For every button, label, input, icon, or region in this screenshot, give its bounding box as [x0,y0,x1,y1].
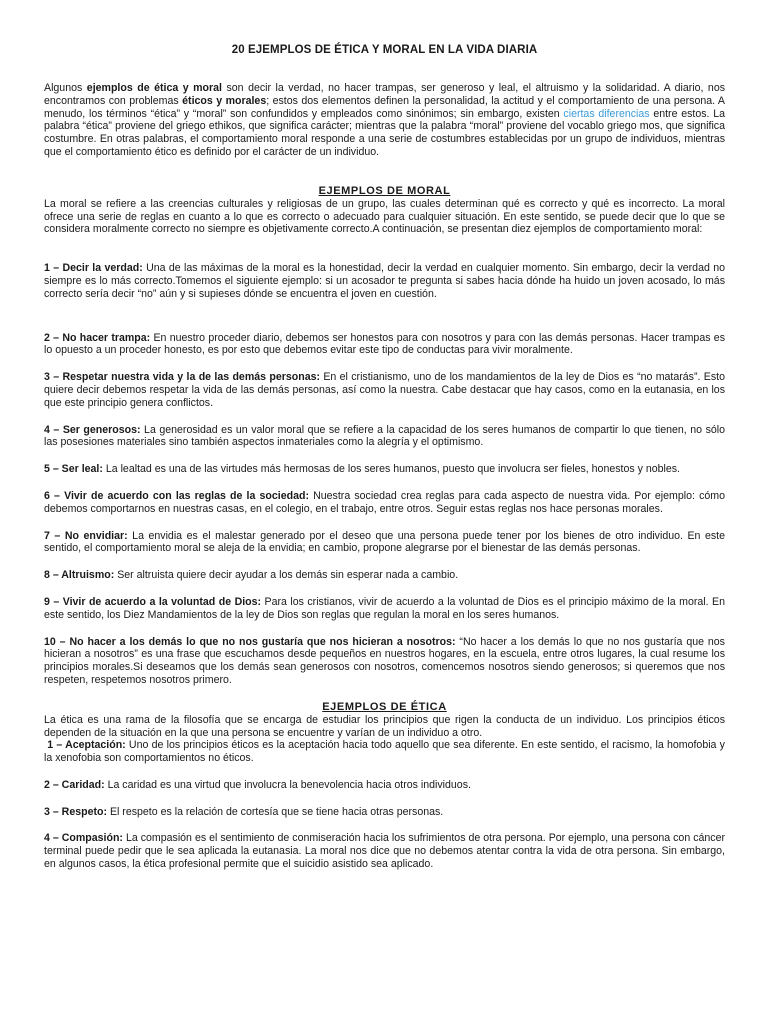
etica-section-heading: EJEMPLOS DE ÉTICA [322,700,447,713]
moral-intro-paragraph: La moral se refiere a las creencias culturales y religiosas de un grupo, las cuales determinan qué es correcto y qué es incorrecto. La moral ofrece una serie de reglas en cuanto a lo que es correcto o adecuado para cualquier situación. En este sentido, se puede decir que lo que se considera moralmente correcto no siempre es objetivamente correcto.A continuación, se presentan diez ejemplos de comportamiento moral: [44,197,725,236]
item-label: 1 – Decir la verdad: [44,262,143,275]
item-text: En el cristianismo, uno de los mandamientos de la ley de Dios es “no matarás”. Esto quiere decir debemos respetar la vida de las demás personas, así como la nuestra. Cabe destacar que hay casos, como en la eutanasia, en los que este principio genera conflictos. [44,371,725,409]
moral-item-7 [44,530,725,556]
moral-item-3 [44,371,725,409]
intro-text: son decir la verdad, no hacer trampas, ser generoso y leal, el altruismo y la solidaridad. A diario, nos encontramos con problemas [44,82,726,107]
item-label: 3 – Respeto: [44,805,107,818]
intro-paragraph [44,82,725,159]
item-text: En nuestro proceder diario, debemos ser honestos para con nosotros y para con las demás personas. Hacer trampas es lo opuesto a un proceder honesto, es por esto que debemos evitar este tipo de conductas para vivir moralmente. [44,331,725,357]
intro-text: Algunos [44,82,87,94]
item-text: Ser altruista quiere decir ayudar a los demás sin esperar nada a cambio. [114,569,459,582]
intro-text: entre estos. La palabra “ética” proviene del griego ethikos, que significa carácter; mientras que la palabra “moral” proviene del vocablo griego mos, que significa costumbre. En otras palabras, el comportamiento moral responde a una serie de costumbres establecidas por un grupo de individuos, mientras que el comportamiento ético es definido por el carácter de un individuo. [44,107,725,158]
moral-item-1 [44,262,725,300]
moral-item-2 [44,332,725,358]
item-text: La lealtad es una de las virtudes más hermosas de los seres humanos, puesto que involucra ser fieles, honestos y nobles. [102,463,681,476]
etica-item-4 [44,832,725,870]
item-text: La caridad es una virtud que involucra la benevolencia hacia otros individuos. [104,778,471,791]
item-text: La generosidad es un valor moral que se refiere a la capacidad de los seres humanos de compartir lo que tienen, no sólo las posesiones materiales sino también aspectos inmateriales como la alegría y el optimismo. [44,423,726,449]
item-label: 8 – Altruismo: [44,569,115,582]
item-label: 3 – Respetar nuestra vida y la de las demás personas: [44,371,321,384]
moral-item-9 [44,596,725,622]
etica-intro-paragraph: La ética es una rama de la filosofía que se encarga de estudiar los principios que rigen la conducta de un individuo. Los principios éticos dependen de la situación en la que una persona se encuentre y varían de un individuo a otro. [44,713,725,739]
item-text: Uno de los principios éticos es la aceptación hacia todo aquello que sea diferente. En este sentido, el racismo, la homofobia y la xenofobia son comportamientos no éticos. [44,739,725,765]
item-label: 5 – Ser leal: [44,463,103,476]
item-label: 7 – No envidiar: [44,529,128,542]
moral-item-5 [44,463,725,476]
etica-item-1 [44,739,725,765]
item-text: Para los cristianos, vivir de acuerdo a la voluntad de Dios es el principio máximo de la moral. En este sentido, los Diez Mandamientos de la ley de Dios son reglas que regulan la moral en los seres humanos. [44,595,725,621]
item-label: 2 – No hacer trampa: [44,331,151,344]
item-text: El respeto es la relación de cortesía que se tiene hacia otras personas. [107,805,444,818]
item-label: 2 – Caridad: [44,778,105,791]
item-text: Nuestra sociedad crea reglas para cada aspecto de nuestra vida. Por ejemplo: cómo debemos comportarnos en nuestras casas, en el colegio, en el trabajo, entre otros. Seguir estas reglas nos hace personas morales. [44,489,725,515]
moral-section-heading: EJEMPLOS DE MORAL [318,184,451,197]
etica-item-3 [44,806,725,819]
item-label: 4 – Compasión: [44,832,123,845]
intro-bold-text: éticos y morales [182,94,267,107]
intro-text: ; estos dos elementos definen la personalidad, la actitud y el comportamiento de una persona. A menudo, los términos “ética” y “moral” son confundidos y empleados como sinónimos; sin embargo, existen [44,94,725,120]
item-text: La compasión es el sentimiento de conmiseración hacia los sufrimientos de otra persona. Por ejemplo, una persona con cáncer terminal puede pedir que le sea aplicada la eutanasia. La moral nos dice que no debemos atentar contra la vida de otra persona. Sin embargo, en algunos casos, la ética profesional permite que el suicidio asistido sea aplicado. [44,832,725,871]
moral-item-6 [44,490,725,516]
item-label: 6 – Vivir de acuerdo con las reglas de la sociedad: [44,489,309,502]
etica-item-2 [44,779,725,792]
item-label: 4 – Ser generosos: [44,423,141,436]
document-title: 20 EJEMPLOS DE ÉTICA Y MORAL EN LA VIDA DIARIA [231,44,538,56]
item-label: 1 – Aceptación: [44,739,126,752]
moral-item-4 [44,424,725,450]
item-text: La envidia es el malestar generado por el deseo que una persona puede tener por los bienes de otro individuo. En este sentido, el comportamiento moral se aleja de la envidia; en cambio, propone alegrarse por el bienestar de las demás personas. [44,529,725,555]
item-text: Una de las máximas de la moral es la honestidad, decir la verdad en cualquier momento. Sin embargo, decir la verdad no siempre es lo más correcto.Tomemos el siguiente ejemplo: si un acosador te pregunta si sabes hacia dónde ha huido un joven acosado, lo más correcto sería decir “no” aún y si supieses dónde se encuentra el joven en cuestión. [44,262,725,300]
intro-bold-text: ejemplos de ética y moral [86,82,222,94]
item-label: 10 – No hacer a los demás lo que no nos gustaría que nos hicieran a nosotros: [44,635,456,648]
item-text: “No hacer a los demás lo que no nos gustaría que nos hicieran a nosotros” es una frase que escuchamos desde pequeños en nuestros hogares, en la escuela, entre otros lugares, la cual resume los principios morales.Si deseamos que los demás sean generosos con nosotros, comencemos nosotros siendo generosos; si queremos que nos respeten, respetemos nosotros primero. [44,635,725,686]
moral-item-8 [44,569,725,582]
item-label: 9 – Vivir de acuerdo a la voluntad de Dios: [44,595,262,608]
moral-item-10 [44,636,725,687]
ciertas-diferencias-link[interactable]: ciertas diferencias [563,107,650,120]
